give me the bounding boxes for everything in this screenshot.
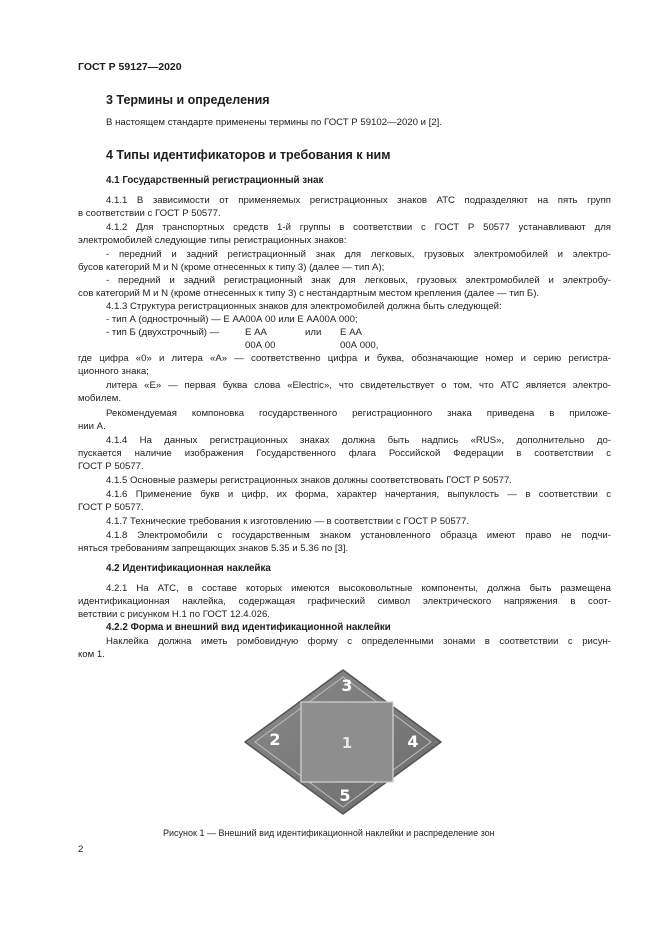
paragraph-4-1-8-line1: 4.1.8 Электромобили с государственным знаком установленного образца имеют право не подчи- bbox=[106, 530, 611, 541]
plate-type-b-or: или bbox=[305, 327, 322, 338]
subsection-4-2-2-heading: 4.2.2 Форма и внешний вид идентификационной наклейки bbox=[106, 622, 391, 633]
section-4-heading: 4 Типы идентификаторов и требования к ним bbox=[106, 148, 391, 162]
plate-type-b-label: - тип Б (двухстрочный) — bbox=[106, 327, 220, 338]
paragraph-4-1-2-line2: электромобилей следующие типы регистрационных знаков: bbox=[78, 235, 347, 246]
zone-2-number: 2 bbox=[269, 730, 281, 749]
plate-type-b-variant2-row1: Е АА bbox=[340, 327, 362, 338]
where-line2: ционного знака; bbox=[78, 366, 149, 377]
paragraph-4-1-8-line2: няться требованиям запрещающих знаков 5.35 и 5.36 по [3]. bbox=[78, 543, 349, 554]
where-line1: где цифра «0» и литера «А» — соответственно цифра и буква, обозначающие номер и серию регистра- bbox=[78, 353, 611, 364]
paragraph-4-1-3: 4.1.3 Структура регистрационных знаков для электромобилей должна быть следующей: bbox=[106, 301, 502, 312]
section-3-text: В настоящем стандарте применены термины по ГОСТ Р 59102—2020 и [2]. bbox=[106, 117, 442, 128]
paragraph-4-2-2-line2: ком 1. bbox=[78, 649, 105, 660]
paragraph-4-1-4-line2: пускается наличие изображения Государственного флага Российской Федерации в соответствии с bbox=[78, 448, 611, 459]
paragraph-4-2-1-line2: идентификационная наклейка, содержащая графический символ электрического напряжения в соот- bbox=[78, 596, 611, 607]
recommended-line2: нии А. bbox=[78, 421, 106, 432]
bullet-type-a-line2: бусов категорий M и N (кроме отнесенных к типу 3) (далее — тип А); bbox=[78, 262, 385, 273]
section-3-heading: 3 Термины и определения bbox=[106, 93, 270, 107]
paragraph-4-1-5: 4.1.5 Основные размеры регистрационных знаков должны соответствовать ГОСТ Р 50577. bbox=[106, 475, 512, 486]
paragraph-4-2-2-line1: Наклейка должна иметь ромбовидную форму с определенными зонами в соответствии с рисун- bbox=[106, 636, 611, 647]
plate-type-b-variant2-row2: 00А 000, bbox=[340, 340, 379, 351]
paragraph-4-1-7: 4.1.7 Технические требования к изготовлению — в соответствии с ГОСТ Р 50577. bbox=[106, 516, 470, 527]
page-number: 2 bbox=[78, 844, 84, 855]
subsection-4-2-heading: 4.2 Идентификационная наклейка bbox=[106, 563, 271, 574]
recommended-line1: Рекомендуемая компоновка государственного регистрационного знака приведена в приложе- bbox=[106, 408, 611, 419]
plate-type-b-variant1-row2: 00А 00 bbox=[245, 340, 276, 351]
paragraph-4-1-2-line1: 4.1.2 Для транспортных средств 1-й группы в соответствии с ГОСТ Р 50577 устанавливают для bbox=[106, 222, 611, 233]
plate-type-b-variant1-row1: Е АА bbox=[245, 327, 267, 338]
bullet-type-a-line1: - передний и задний регистрационный знак для легковых, грузовых электромобилей и электро- bbox=[106, 249, 611, 260]
paragraph-4-2-1-line1: 4.2.1 На АТС, в составе которых имеются высоковольтные компоненты, должна быть размещена bbox=[106, 583, 611, 594]
letter-e-line1: литера «Е» — первая буква слова «Electric», что свидетельствует о том, что АТС является электро- bbox=[106, 380, 611, 391]
paragraph-4-1-1-line2: в соответствии с ГОСТ Р 50577. bbox=[78, 208, 221, 219]
bullet-type-b-line1: - передний и задний регистрационный знак для легковых, грузовых электромобилей и электробу- bbox=[106, 275, 611, 286]
bullet-type-b-line2: сов категорий M и N (кроме отнесенных к типу 3) с нестандартным местом крепления (далее — тип Б). bbox=[78, 288, 540, 299]
zone-3-number: 3 bbox=[341, 676, 353, 695]
paragraph-4-1-1-line1: 4.1.1 В зависимости от применяемых регистрационных знаков АТС подразделяют на пять групп bbox=[106, 195, 611, 206]
paragraph-4-1-6-line1: 4.1.6 Применение букв и цифр, их форма, характер начертания, выпуклость — в соответствии с bbox=[106, 489, 611, 500]
paragraph-4-2-1-line3: ветствии с рисунком Н.1 по ГОСТ 12.4.026. bbox=[78, 609, 270, 620]
identification-label-figure bbox=[243, 668, 443, 816]
paragraph-4-1-6-line2: ГОСТ Р 50577. bbox=[78, 502, 144, 513]
document-header: ГОСТ Р 59127—2020 bbox=[78, 61, 182, 73]
letter-e-line2: мобилем. bbox=[78, 393, 121, 404]
figure-caption: Рисунок 1 — Внешний вид идентификационной наклейки и распределение зон bbox=[163, 828, 495, 838]
paragraph-4-1-4-line1: 4.1.4 На данных регистрационных знаках должна быть надпись «RUS», дополнительно до- bbox=[106, 435, 611, 446]
subsection-4-1-heading: 4.1 Государственный регистрационный знак bbox=[106, 175, 324, 186]
zone-4-number: 4 bbox=[407, 732, 419, 751]
plate-type-a: - тип А (однострочный) — Е АА00А 00 или Е АА00А 000; bbox=[106, 314, 358, 325]
zone-5-number: 5 bbox=[339, 786, 351, 805]
paragraph-4-1-4-line3: ГОСТ Р 50577. bbox=[78, 461, 144, 472]
zone-1-number: 1 bbox=[341, 734, 353, 752]
